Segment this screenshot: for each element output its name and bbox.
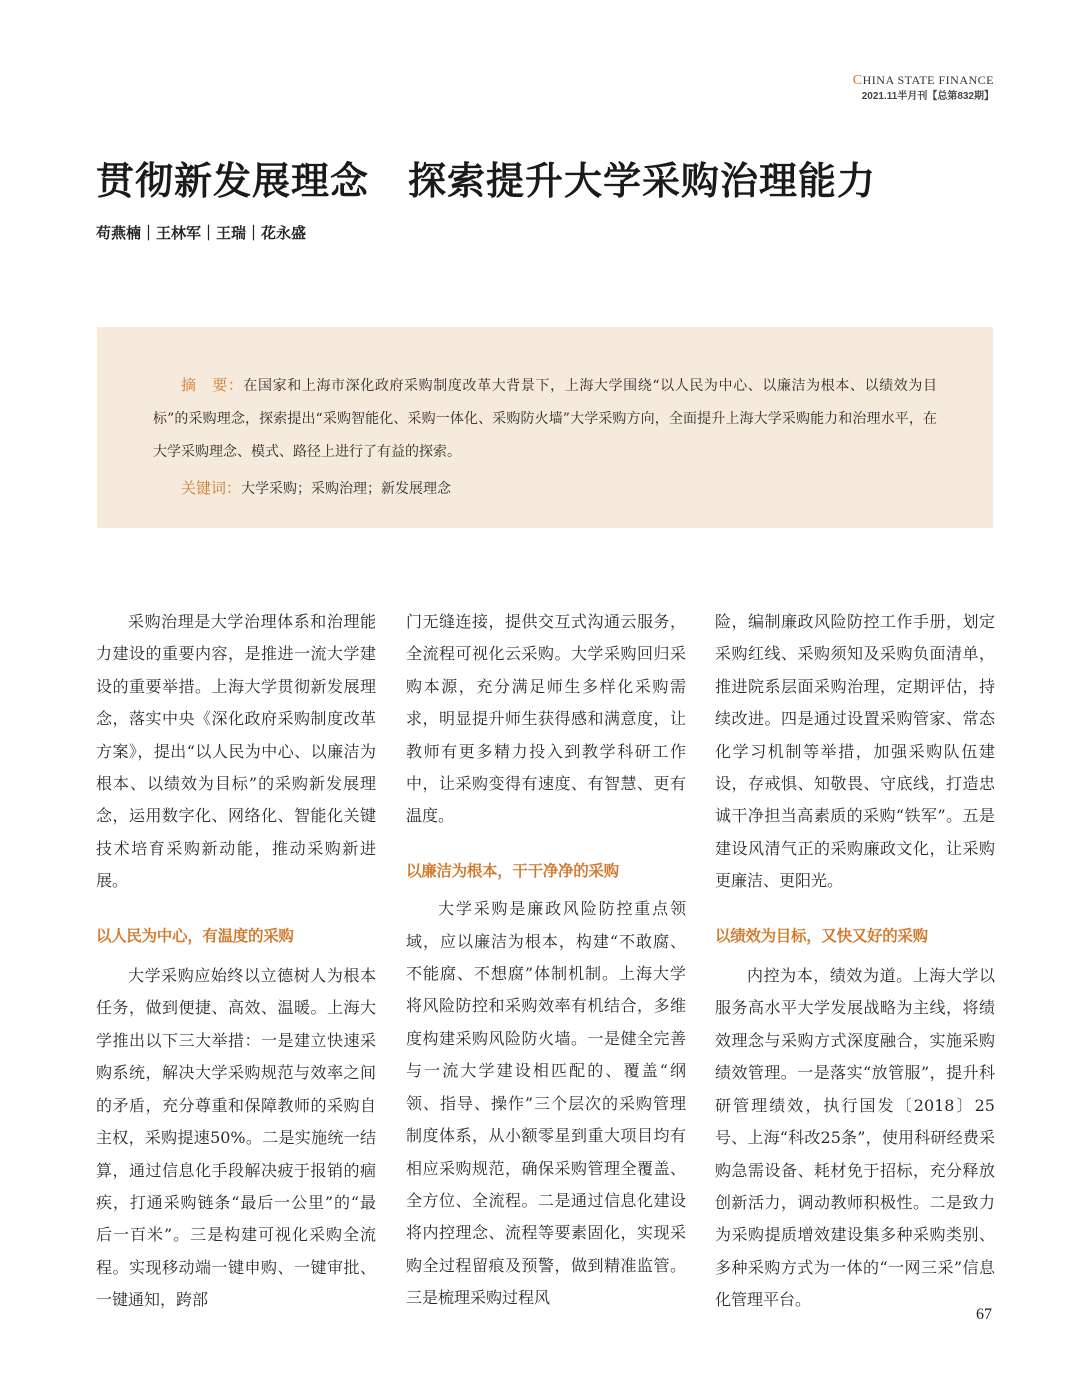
issue-info: 2021.11半月刊【总第832期】 [861, 91, 994, 102]
keywords-label: 关键词： [181, 479, 242, 497]
section-heading: 以绩效为目标，又快又好的采购 [715, 926, 928, 945]
paragraph: 内控为本，绩效为道。上海大学以服务高水平大学发展战略为主线，将绩效理念与采购方式深度融合，实施采购绩效管理。一是落实“放管服”，提升科研管理绩效，执行国发〔2018〕25号、上海“科改25条”，使用科研经费采购急需设备、耗材免于招标，充分释放创新活力，调动教师积极性。二是致力为采购提质增效建设集多种采购类别、多种采购方式为一体的“一网三采”信息化管理平台。 [715, 966, 995, 1310]
body-column-1 [96, 606, 376, 1317]
paragraph: 险，编制廉政风险防控工作手册，划定采购红线、采购须知及采购负面清单，推进院系层面采购治理，定期评估，持续改进。四是通过设置采购管家、常态化学习机制等举措，加强采购队伍建设，存戒惧、知敬畏、守底线，打造忠诚干净担当高素质的采购“铁军”。五是建设风清气正的采购廉政文化，让采购更廉洁、更阳光。 [715, 612, 995, 891]
paragraph: 门无缝连接，提供交互式沟通云服务，全流程可视化云采购。大学采购回归采购本源，充分满足师生多样化采购需求，明显提升师生获得感和满意度，让教师有更多精力投入到教学科研工作中，让采购变得有速度、有智慧、更有温度。 [406, 612, 686, 826]
article-title: 贯彻新发展理念 探索提升大学采购治理能力 [96, 158, 877, 203]
section-heading: 以人民为中心，有温度的采购 [96, 926, 294, 945]
keywords-line [153, 472, 937, 506]
paragraph: 采购治理是大学治理体系和治理能力建设的重要内容，是推进一流大学建设的重要举措。上海大学贯彻新发展理念，落实中央《深化政府采购制度改革方案》，提出“以人民为中心、以廉洁为根本、以绩效为目标”的采购新发展理念，运用数字化、网络化、智能化关键技术培育采购新动能，推动采购新进展。 [96, 612, 376, 891]
keywords-text: 大学采购；采购治理；新发展理念 [241, 481, 452, 497]
paragraph: 大学采购应始终以立德树人为根本任务，做到便捷、高效、温暖。上海大学推出以下三大举措：一是建立快速采购系统，解决大学采购规范与效率之间的矛盾，充分尊重和保障教师的采购自主权，采购提速50%。二是实施统一结算，通过信息化手段解决疲于报销的痼疾，打通采购链条“最后一公里”的“最后一百米”。三是构建可视化采购全流程。实现移动端一键申购、一键审批、一键通知，跨部 [96, 966, 376, 1310]
page-number: 67 [976, 1306, 992, 1323]
abstract-label: 摘 要： [181, 376, 244, 394]
abstract-box [97, 327, 993, 528]
section-heading: 以廉洁为根本，干干净净的采购 [406, 861, 619, 880]
abstract-paragraph [153, 369, 937, 469]
body-column-2 [406, 606, 686, 1315]
paragraph: 大学采购是廉政风险防控重点领域，应以廉洁为根本，构建“不敢腐、不能腐、不想腐”体制机制。上海大学将风险防控和采购效率有机结合，多维度构建采购风险防火墙。一是健全完善与一流大学建设相匹配的、覆盖“纲领、指导、操作”三个层次的采购管理制度体系，从小额零星到重大项目均有相应采购规范，确保采购管理全覆盖、全方位、全流程。二是通过信息化建设将内控理念、流程等要素固化，实现采购全过程留痕及预警，做到精准监管。三是梳理采购过程风 [406, 899, 686, 1308]
body-column-3 [715, 606, 995, 1317]
journal-name: CHINA STATE FINANCE [852, 73, 994, 88]
abstract-text: 在国家和上海市深化政府采购制度改革大背景下，上海大学围绕“以人民为中心、以廉洁为根本、以绩效为目标”的采购理念，探索提出“采购智能化、采购一体化、采购防火墙”大学采购方向，全面提升上海大学采购能力和治理水平，在大学采购理念、模式、路径上进行了有益的探索。 [153, 378, 937, 460]
journal-masthead [853, 74, 994, 102]
article-authors: 苟燕楠｜王林军｜王瑞｜花永盛 [96, 224, 307, 242]
